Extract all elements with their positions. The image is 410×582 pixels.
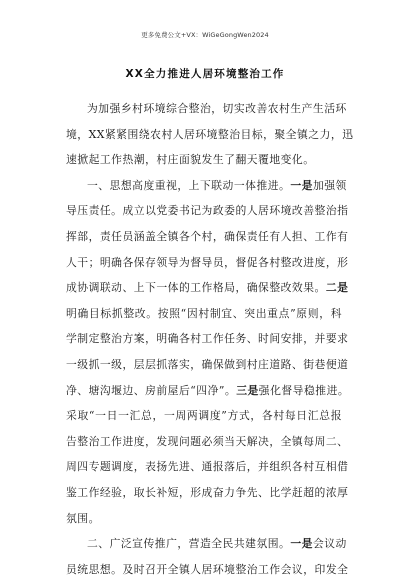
document-title: XX全力推进人居环境整治工作 <box>125 68 285 80</box>
emphasis-text: 二是 <box>325 281 349 295</box>
body-line <box>66 224 349 250</box>
body-line <box>66 301 342 327</box>
line-text: 加强领 <box>312 178 347 192</box>
line-text: 强化督导稳推进。 <box>258 383 350 397</box>
line-text: 速掀起工作热潮，村庄面貌发生了翻天覆地变化。 <box>66 153 315 167</box>
body-line <box>66 429 349 455</box>
line-text: 告整治工作进度，发现问题必须当天解决，全镇每周二、 <box>66 434 349 448</box>
line-text: 挥部，责任员涵盖全镇各个村，确保责任有人担、工作有 <box>66 229 349 243</box>
line-text: 一、思想高度重视，上下联动一体推进。 <box>87 178 291 192</box>
body-line <box>66 96 347 122</box>
line-text: 净、塘沟堰边、房前屋后“四净”。 <box>66 383 237 397</box>
line-text: 会议动 <box>312 537 347 551</box>
line-text: 周四专题调度，表扬先进、通报落后，并组织各村互相借 <box>66 460 349 474</box>
line-text: 一级抓一级，层层抓落实，确保做到村庄道路、街巷便道 <box>66 357 349 371</box>
body-line <box>66 122 354 148</box>
line-text: 采取“一日一汇总，一周两调度”方式，各村每日汇总报 <box>66 409 342 423</box>
body-line <box>66 250 349 276</box>
body-line <box>66 352 349 378</box>
line-text: 境，XX紧紧围绕农村人居环境整治目标，聚全镇之力，迅 <box>66 127 354 141</box>
body-line <box>66 480 349 506</box>
line-text: 氛围。 <box>66 511 100 525</box>
emphasis-text: 一是 <box>290 178 313 192</box>
body-line <box>66 454 349 480</box>
document-body <box>66 96 354 582</box>
line-text: 鉴工作经验，取长补短，形成奋力争先、比学赶超的浓厚 <box>66 485 349 499</box>
line-text: 二、广泛宣传推广，营造全民共建氛围。 <box>87 537 291 551</box>
emphasis-text: 一是 <box>290 537 313 551</box>
line-text: 员统思想。及时召开全镇人居环境整治工作会议，印发全 <box>66 562 349 576</box>
body-line <box>66 326 349 352</box>
body-line <box>66 198 349 224</box>
body-line <box>66 557 349 582</box>
line-text: 成协调联动、上下一体的工作格局，确保整改效果。 <box>66 281 326 295</box>
body-line <box>66 173 347 199</box>
line-text: 明确目标抓整改。按照“因村制宜、突出重点”原则，科 <box>66 306 342 320</box>
line-text: 学制定整治方案，明确各村工作任务、时间安排，并要求 <box>66 332 349 346</box>
line-text: 为加强乡村环境综合整治，切实改善农村生产生活环 <box>87 102 347 115</box>
emphasis-text: 三是 <box>236 383 259 397</box>
body-line <box>66 403 342 429</box>
body-line <box>66 531 347 557</box>
line-text: 人干；明确各保存领导为督导员，督促各村整改进度，形 <box>66 255 349 269</box>
body-line <box>66 147 342 173</box>
header-note: 更多免费公文+VX：WiGeGongWen2024 <box>141 31 269 39</box>
body-line <box>66 506 342 532</box>
body-line <box>66 275 349 301</box>
line-text: 导压责任。成立以党委书记为政委的人居环境改善整治指 <box>66 204 349 218</box>
body-line <box>66 378 350 404</box>
